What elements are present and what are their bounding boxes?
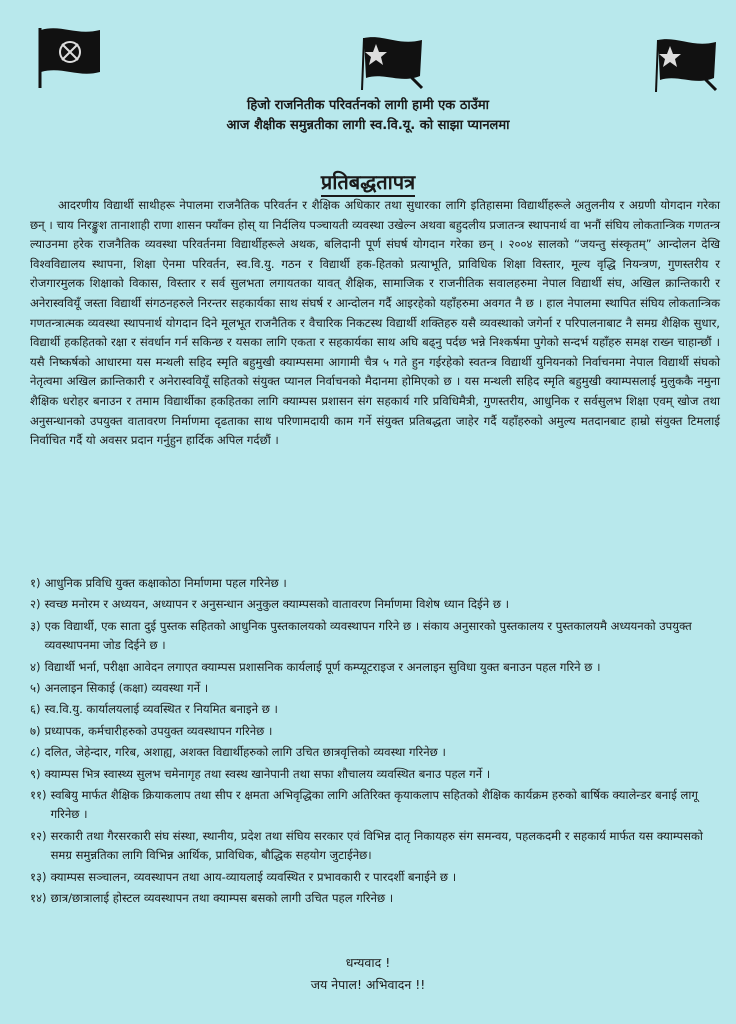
list-item-text: स्वबियु मार्फत शैक्षिक क्रियाकलाप तथा सीप र क्षमता अभिवृद्धिका लागि अतिरिक्त कृयाकलाप सहितको शैक्षिक कार्यक्रम हरुको बार्षिक क्यालेन्डर बनाई लागू गरिनेछ । — [50, 788, 698, 822]
list-item — [30, 574, 720, 593]
list-item — [30, 617, 720, 656]
header-line-1: हिजो राजनितीक परिवर्तनको लागी हामी एक ठाउँमा — [246, 98, 490, 113]
list-item — [30, 827, 720, 866]
list-item-text: सरकारी तथा गैरसरकारी संघ संस्था, स्थानीय, प्रदेश तथा संघिय सरकार एवं विभिन्न दातृ निकायहरु संग समन्वय, पहलकदमी र सहकार्य मार्फत यस क्याम्पसको समग्र समुन्नतिका लागि विभिन्न आर्थिक, प्राविधिक, बौद्धिक सहयोग जुटाईनेछ। — [50, 828, 703, 863]
page-title — [0, 168, 736, 195]
header-line-2: आज शैक्षीक समुन्नतीका लागी स्व.वि.यू. को साझा प्यानलमा — [226, 118, 510, 133]
list-item-number: ७) — [30, 723, 41, 738]
page-title-text: प्रतिबद्धतापत्र — [321, 170, 415, 197]
list-item — [30, 700, 720, 719]
list-item-text: स्वच्छ मनोरम र अध्ययन, अध्यापन र अनुसन्धान अनुकुल क्याम्पसको वातावरण निर्माणमा विशेष ध्यान दिईने छ । — [44, 597, 510, 612]
list-item-text: प्रध्यापक, कर्मचारीहरुको उपयुक्त व्यवस्थापन गरिनेछ । — [44, 723, 273, 738]
list-item-number: ९) — [30, 766, 41, 781]
list-item-text: विद्यार्थी भर्ना, परीक्षा आवेदन लगाएत क्याम्पस प्रशासनिक कार्यलाई पूर्ण कम्प्यूटराइज र अनलाइन सुविधा युक्त बनाउन पहल गरिने छ । — [44, 659, 601, 674]
list-item-number: १३) — [30, 869, 47, 884]
list-item-text: एक विद्यार्थी, एक साता दुई पुस्तक सहितको आधुनिक पुस्तकालयको व्यवस्थापन गरिने छ । संकाय अनुसारको पुस्तकालय र पुस्तकालयमै अध्ययनको उपयुक्त व्यवस्थापनमा जोड दिईने छ । — [44, 618, 692, 653]
list-item — [30, 868, 720, 887]
commitment-list — [30, 574, 720, 911]
header — [0, 96, 736, 136]
list-item-number: १२) — [30, 828, 47, 843]
star-flag-icon — [360, 36, 424, 92]
star-flag-icon — [654, 38, 718, 94]
list-item-text: स्व.वि.यु. कार्यालयलाई व्यवस्थित र नियमित बनाइने छ । — [44, 702, 278, 717]
thanks-text: धन्यवाद ! — [345, 955, 391, 970]
list-item — [30, 722, 720, 741]
greeting-text: जय नेपाल! अभिवादन !! — [310, 977, 426, 992]
list-item-text: आधुनिक प्रविधि युक्त कक्षाकोठा निर्माणमा पहल गरिनेछ । — [44, 576, 287, 590]
list-item-number: ११) — [30, 788, 47, 803]
list-item — [30, 658, 720, 677]
intro-paragraph: आदरणीय विद्यार्थी साथीहरू नेपालमा राजनैतिक परिवर्तन र शैक्षिक अधिकार तथा सुधारका लागि इतिहासमा विद्यार्थीहरूले अतुलनीय र अग्रणी योगदान गरेका छन् । चाय निरङ्कुश तानाशाही राणा शासन फ्याँक्न होस् या निर्दलिय पञ्चायती व्यवस्था उखेल्न अथवा बहुदलीय प्रजातन्त्र स्थापनार्थ वा भनौं संघिय लोकतान्त्रिक गणतन्त्र ल्याउनमा हरेक राजनैतिक व्यवस्था परिवर्तनमा विद्यार्थीहरूले अथक, बलिदानी पूर्ण संघर्ष योगदान गरेका छन् । २००४ सालको “जयन्तु संस्कृतम्” आन्दोलन देखि विश्वविद्यालय स्थापना, शिक्षा ऐनमा परिवर्तन, स्व.वि.यु. गठन र विद्यार्थी हक-हितको प्रत्याभूति, प्राविधिक शिक्षा विस्तार, मूल्य वृद्धि नियन्त्रण, गुणस्तरीय र रोजगारमुलक शिक्षाको विकास, विस्तार र सर्व सुलभता लगायतका यावत् शैक्षिक, सामाजिक र राजनीतिक सवालहरुमा नेपाल विद्यार्थी संघ, अखिल क्रान्तिकारी र अनेरास्ववियूँ जस्ता विद्यार्थी संगठनहरुले निरन्तर सहकार्यका साथ संघर्ष र आन्दोलन गर्दै आइरहेको यहाँहरुमा अवगत नै छ । हाल नेपालमा स्थापित संघिय लोकतान्त्रिक गणतन्त्रात्मक व्यवस्था स्थापनार्थ योगदान दिने मूलभूत राजनैतिक र वैचारिक निकटस्थ विद्यार्थी शक्तिहरु यसै व्यवस्थाको जगेर्ना र परिपालनाबाट नै समग्र शैक्षिक सुधार, विद्यार्थी हकहितको रक्षा र संवर्धान गर्न सकिन्छ र यसका लागि एकता र सहकार्यका साथ अघि बढ्नु पर्दछ भन्ने निश्कर्षमा पुगेको सन्दर्भ यहाँहरु समक्ष राख्न चाहान्छौं । यसै निष्कर्षको आधारमा यस मन्थली सहिद स्मृति बहुमुखी क्याम्पसमा आगामी चैत्र ५ गते हुन गईरहेको स्वतन्त्र विद्यार्थी युनियनको निर्वाचनमा नेपाल विद्यार्थी संघको नेतृत्वमा अखिल क्रान्तिकारी र अनेरास्ववियूँ सहितको संयुक्त प्यानल निर्वाचनको मैदानमा होमिएको छ । यस मन्थली सहिद स्मृति बहुमुखी क्याम्पसलाई मुलुककै नमुना शैक्षिक धरोहर बनाउन र तमाम विद्यार्थीका हकहितका लागि क्याम्पस प्रशासन संग सहकार्य गरि प्रविधिमैत्री, गुणस्तरीय, आधुनिक र सर्वसुलभ शिक्षा एवम् खोज तथा अनुसन्धानको उपयुक्त वातावरण निर्माणमा दृढताका साथ परिणामदायी काम गर्ने संयुक्त प्रतिबद्धता जाहेर गर्दै यहाँहरुको अमुल्य मतदानबाट हाम्रो संयुक्त टिमलाई निर्वाचित गर्दै यो अवसर प्रदान गर्नुहुन हार्दिक अपिल गर्दछौं । — [30, 198, 720, 448]
list-item-number: ५) — [30, 681, 41, 696]
list-item-number: ६) — [30, 702, 41, 717]
list-item-text: दलित, जेहेन्दार, गरिब, अशाह्य, अशक्त विद्यार्थीहरुको लागि उचित छात्रवृत्तिको व्यवस्था गरिनेछ । — [44, 745, 446, 760]
list-item-text: अनलाइन सिकाई (कक्षा) व्यवस्था गर्ने । — [44, 681, 209, 696]
list-item — [30, 765, 720, 784]
list-item-number: २) — [30, 597, 41, 612]
list-item-number: १४) — [30, 891, 47, 906]
list-item-number: १) — [30, 576, 41, 590]
closing — [0, 952, 736, 996]
list-item-text: छात्र/छात्रालाई होस्टल व्यवस्थापन तथा क्याम्पस बसको लागी उचित पहल गरिनेछ । — [50, 891, 394, 906]
list-item — [30, 679, 720, 698]
list-item-text: क्याम्पस सञ्चालन, व्यवस्थापन तथा आय-व्यायलाई व्यवस्थित र प्रभावकारी र पारदर्शी बनाईने छ । — [50, 869, 457, 884]
list-item-text: क्याम्पस भित्र स्वास्थ्य सुलभ चमेनागृह तथा स्वस्थ खानेपानी तथा सफा शौचालय व्यवस्थित बनाउ पहल गर्ने । — [44, 766, 491, 781]
party-flag-icon — [36, 26, 102, 90]
list-item — [30, 786, 720, 825]
list-item — [30, 595, 720, 614]
list-item — [30, 889, 720, 908]
list-item — [30, 743, 720, 762]
list-item-number: ४) — [30, 659, 41, 674]
list-item-number: ३) — [30, 618, 41, 633]
list-item-number: ८) — [30, 745, 41, 760]
